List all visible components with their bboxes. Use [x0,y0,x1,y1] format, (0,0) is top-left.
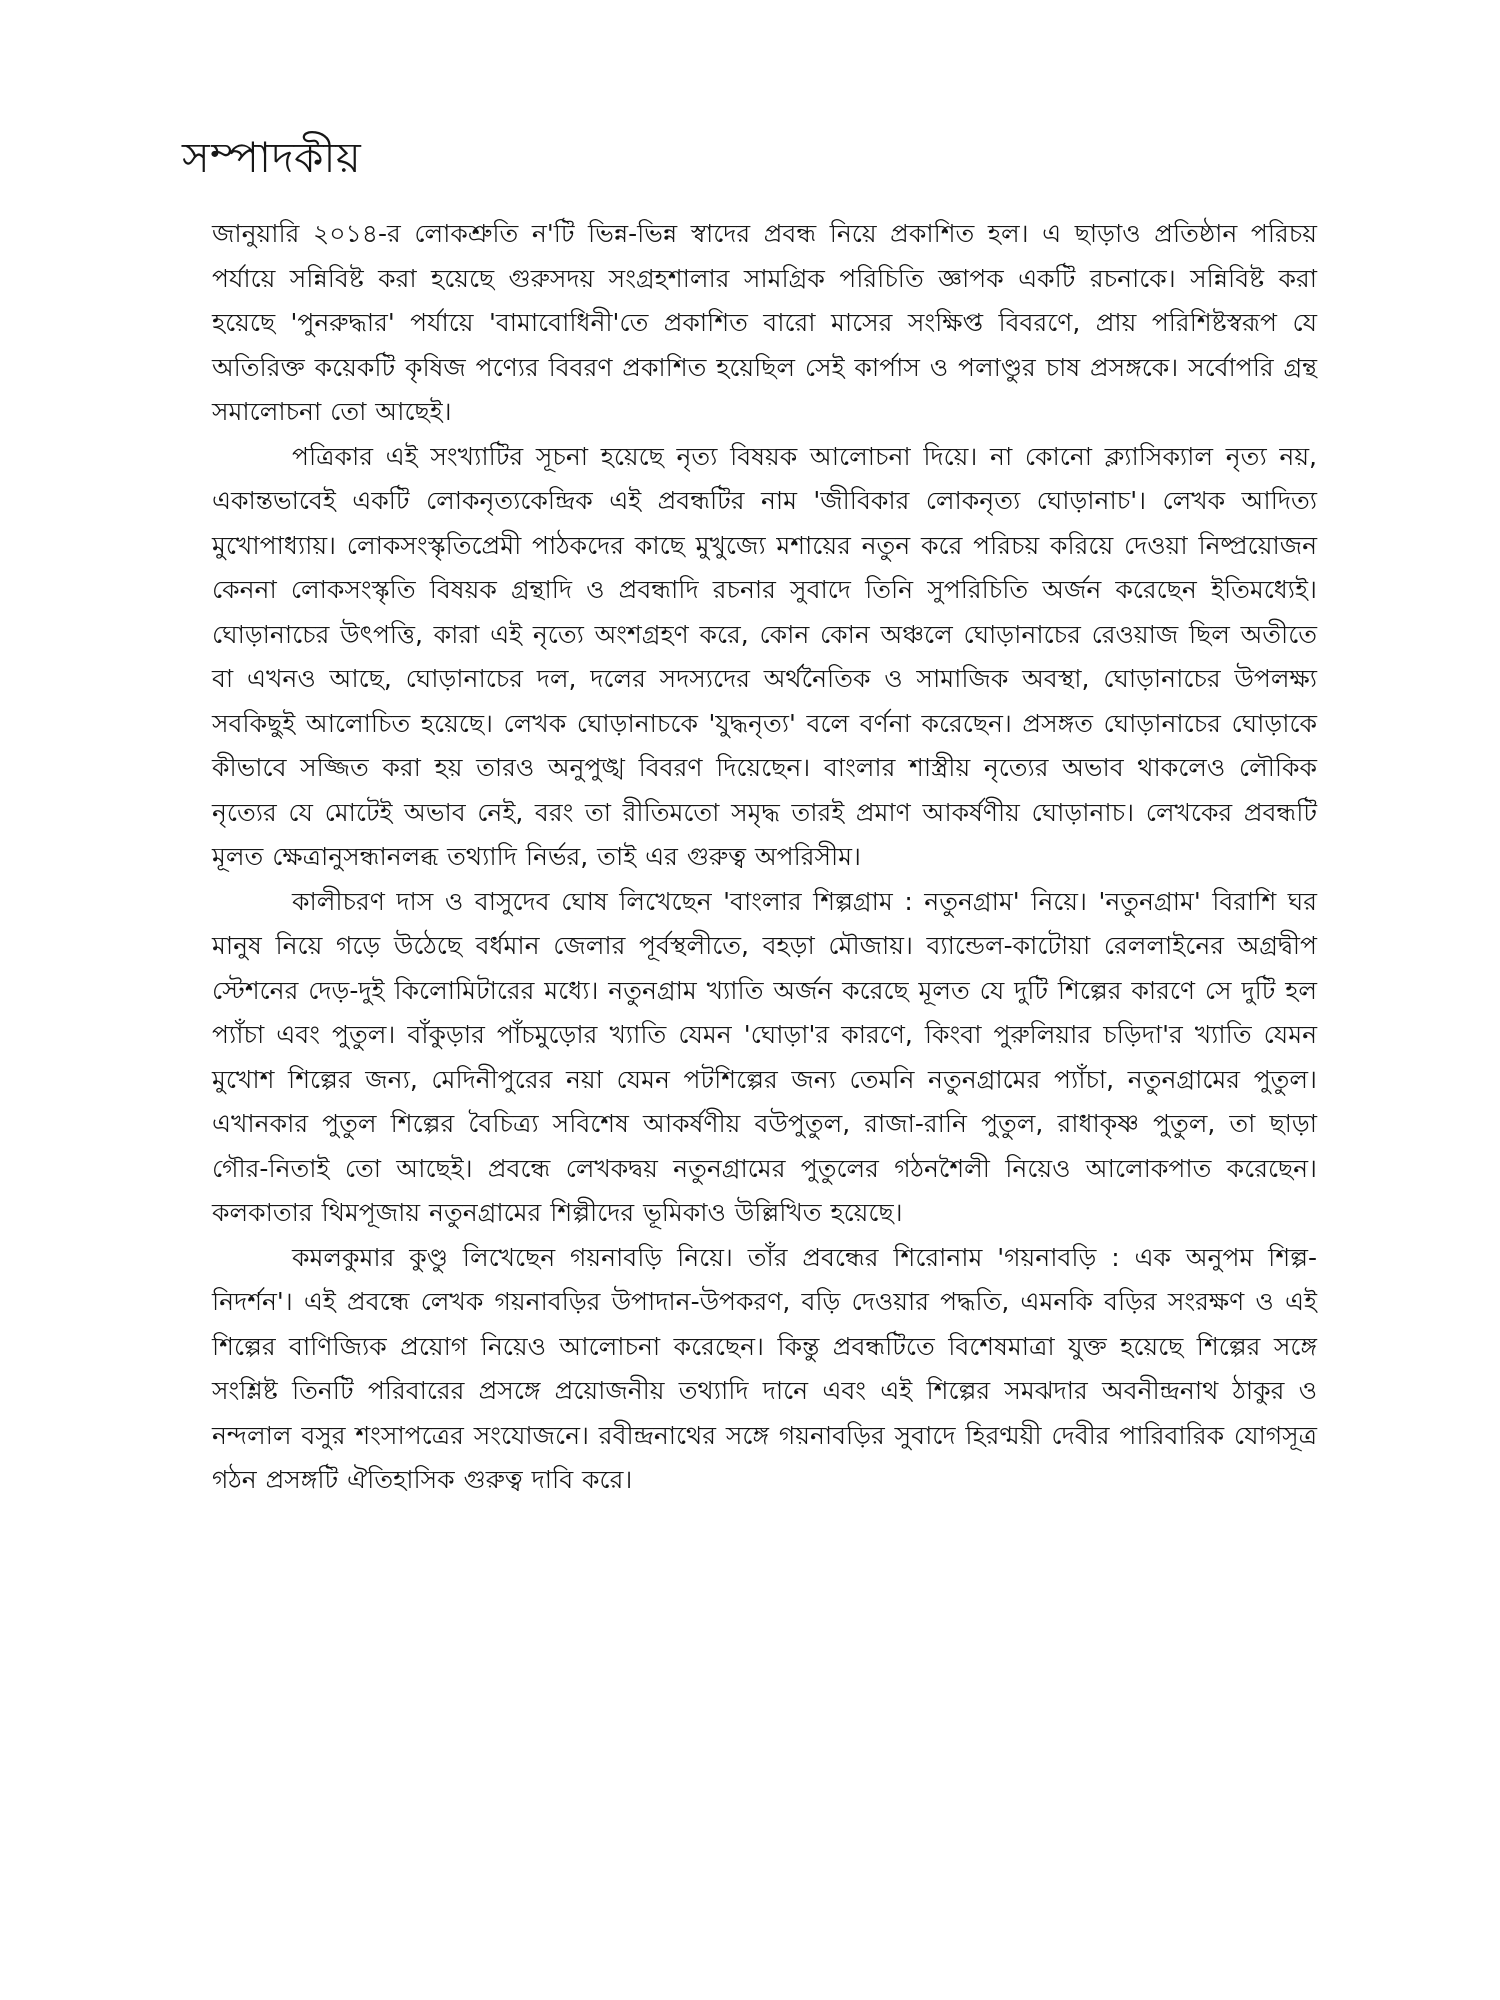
paragraph-intro: জানুয়ারি ২০১৪-র লোকশ্রুতি ন'টি ভিন্ন-ভিন্ন স্বাদের প্রবন্ধ নিয়ে প্রকাশিত হল। এ ছাড়াও প্রতিষ্ঠান পরিচয় পর্যায়ে সন্নিবিষ্ট করা হয়েছে গুরুসদয় সংগ্রহশালার সামগ্রিক পরিচিতি জ্ঞাপক একটি রচনাকে। সন্নিবিষ্ট করা হয়েছে 'পুনরুদ্ধার' পর্যায়ে 'বামাবোধিনী'তে প্রকাশিত বারো মাসের সংক্ষিপ্ত বিবরণে, প্রায় পরিশিষ্টস্বরূপ যে অতিরিক্ত কয়েকটি কৃষিজ পণ্যের বিবরণ প্রকাশিত হয়েছিল সেই কার্পাস ও পলাণ্ডুর চাষ প্রসঙ্গকে। সর্বোপরি গ্রন্থ সমালোচনা তো আছেই। [212,219,1317,426]
paragraph-gaynabori: কমলকুমার কুণ্ডু লিখেছেন গয়নাবড়ি নিয়ে। তাঁর প্রবন্ধের শিরোনাম 'গয়নাবড়ি : এক অনুপম শিল্প-নিদর্শন'। এই প্রবন্ধে লেখক গয়নাবড়ির উপাদান-উপকরণ, বড়ি দেওয়ার পদ্ধতি, এমনকি বড়ির সংরক্ষণ ও এই শিল্পের বাণিজ্যিক প্রয়োগ নিয়েও আলোচনা করেছেন। কিন্তু প্রবন্ধটিতে বিশেষমাত্রা যুক্ত হয়েছে শিল্পের সঙ্গে সংশ্লিষ্ট তিনটি পরিবারের প্রসঙ্গে প্রয়োজনীয় তথ্যাদি দানে এবং এই শিল্পের সমঝদার অবনীন্দ্রনাথ ঠাকুর ও নন্দলাল বসুর শংসাপত্রের সংযোজনে। রবীন্দ্রনাথের সঙ্গে গয়নাবড়ির সুবাদে হিরণ্ময়ী দেবীর পারিবারিক যোগসূত্র গঠন প্রসঙ্গটি ঐতিহাসিক গুরুত্ব দাবি করে। [212,1242,1317,1494]
paragraph-ghoranach: পত্রিকার এই সংখ্যাটির সূচনা হয়েছে নৃত্য বিষয়ক আলোচনা দিয়ে। না কোনো ক্ল্যাসিক্যাল নৃত্য নয়, একান্তভাবেই একটি লোকনৃত্যকেন্দ্রিক এই প্রবন্ধটির নাম 'জীবিকার লোকনৃত্য ঘোড়ানাচ'। লেখক আদিত্য মুখোপাধ্যায়। লোকসংস্কৃতিপ্রেমী পাঠকদের কাছে মুখুজ্যে মশায়ের নতুন করে পরিচয় করিয়ে দেওয়া নিষ্প্রয়োজন কেননা লোকসংস্কৃতি বিষয়ক গ্রন্থাদি ও প্রবন্ধাদি রচনার সুবাদে তিনি সুপরিচিতি অর্জন করেছেন ইতিমধ্যেই। ঘোড়ানাচের উৎপত্তি, কারা এই নৃত্যে অংশগ্রহণ করে, কোন কোন অঞ্চলে ঘোড়ানাচের রেওয়াজ ছিল অতীতে বা এখনও আছে, ঘোড়ানাচের দল, দলের সদস্যদের অর্থনৈতিক ও সামাজিক অবস্থা, ঘোড়ানাচের উপলক্ষ্য সবকিছুই আলোচিত হয়েছে। লেখক ঘোড়ানাচকে 'যুদ্ধনৃত্য' বলে বর্ণনা করেছেন। প্রসঙ্গত ঘোড়ানাচের ঘোড়াকে কীভাবে সজ্জিত করা হয় তারও অনুপুঙ্খ বিবরণ দিয়েছেন। বাংলার শাস্ত্রীয় নৃত্যের অভাব থাকলেও লৌকিক নৃত্যের যে মোটেই অভাব নেই, বরং তা রীতিমতো সমৃদ্ধ তারই প্রমাণ আকর্ষণীয় ঘোড়ানাচ। লেখকের প্রবন্ধটি মূলত ক্ষেত্রানুসন্ধানলব্ধ তথ্যাদি নির্ভর, তাই এর গুরুত্ব অপরিসীম। [212,441,1317,871]
editorial-body [212,212,1317,1503]
paragraph-natungram: কালীচরণ দাস ও বাসুদেব ঘোষ লিখেছেন 'বাংলার শিল্পগ্রাম : নতুনগ্রাম' নিয়ে। 'নতুনগ্রাম' বিরাশি ঘর মানুষ নিয়ে গড়ে উঠেছে বর্ধমান জেলার পূর্বস্থলীতে, বহড়া মৌজায়। ব্যান্ডেল-কাটোয়া রেললাইনের অগ্রদ্বীপ স্টেশনের দেড়-দুই কিলোমিটারের মধ্যে। নতুনগ্রাম খ্যাতি অর্জন করেছে মূলত যে দুটি শিল্পের কারণে সে দুটি হল প্যাঁচা এবং পুতুল। বাঁকুড়ার পাঁচমুড়োর খ্যাতি যেমন 'ঘোড়া'র কারণে, কিংবা পুরুলিয়ার চড়িদা'র খ্যাতি যেমন মুখোশ শিল্পের জন্য, মেদিনীপুরের নয়া যেমন পটশিল্পের জন্য তেমনি নতুনগ্রামের প্যাঁচা, নতুনগ্রামের পুতুল। এখানকার পুতুল শিল্পের বৈচিত্র্য সবিশেষ আকর্ষণীয় বউপুতুল, রাজা-রানি পুতুল, রাধাকৃষ্ণ পুতুল, তা ছাড়া গৌর-নিতাই তো আছেই। প্রবন্ধে লেখকদ্বয় নতুনগ্রামের পুতুলের গঠনশৈলী নিয়েও আলোকপাত করেছেন। কলকাতার থিমপূজায় নতুনগ্রামের শিল্পীদের ভূমিকাও উল্লিখিত হয়েছে। [212,886,1317,1227]
page-title: সম্পাদকীয় [182,133,362,182]
